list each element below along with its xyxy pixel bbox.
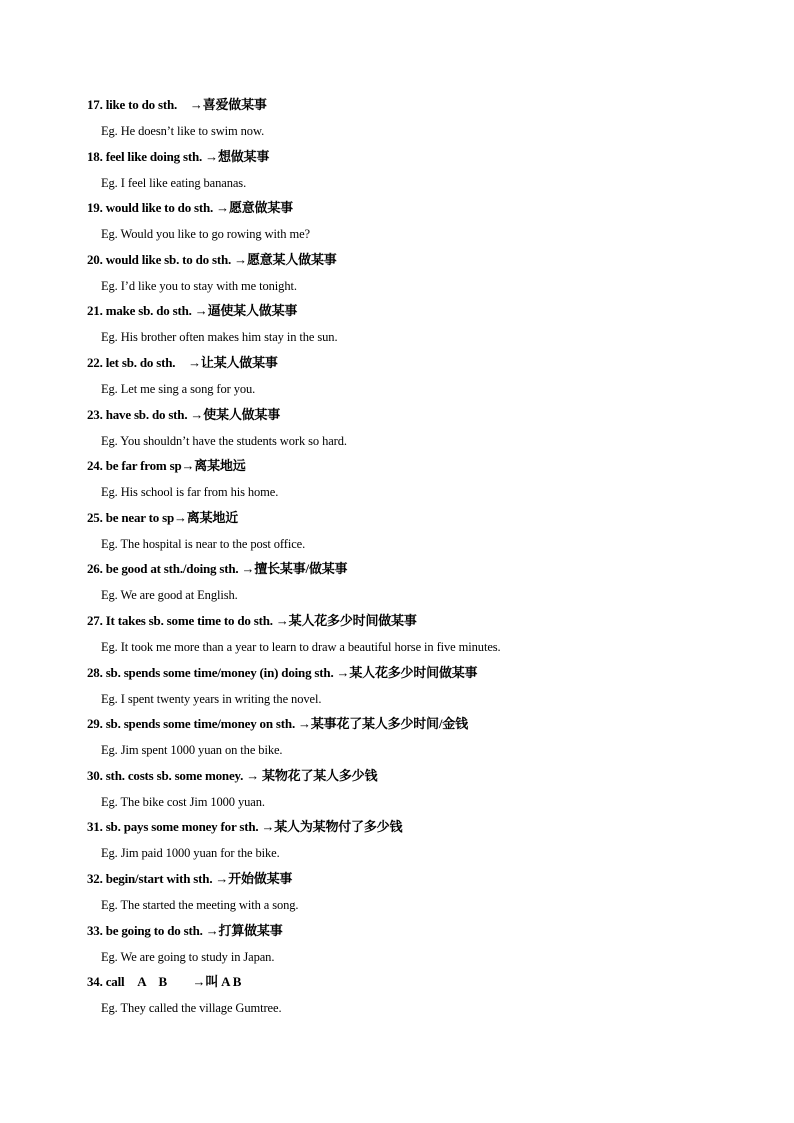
example-sentence: Eg. We are going to study in Japan. bbox=[101, 949, 275, 964]
list-item bbox=[87, 507, 767, 559]
list-item bbox=[87, 558, 767, 610]
list-item bbox=[87, 920, 767, 972]
phrase-heading: 18. feel like doing sth. →想做某事 bbox=[87, 148, 270, 164]
phrase-heading: 31. sb. pays some money for sth. →某人为某物付了多少钱 bbox=[87, 819, 403, 835]
phrase-heading: 19. would like to do sth. →愿意做某事 bbox=[87, 200, 293, 216]
example-sentence: Eg. You shouldn’t have the students work so hard. bbox=[101, 433, 347, 448]
example-sentence: Eg. His school is far from his home. bbox=[101, 485, 279, 500]
list-item bbox=[87, 352, 767, 404]
list-item bbox=[87, 197, 767, 249]
phrase-heading: 20. would like sb. to do sth. →愿意某人做某事 bbox=[87, 251, 337, 267]
list-item bbox=[87, 971, 767, 1023]
phrase-heading: 27. It takes sb. some time to do sth. →某人花多少时间做某事 bbox=[87, 612, 417, 628]
list-item bbox=[87, 765, 767, 817]
example-sentence: Eg. His brother often makes him stay in the sun. bbox=[101, 330, 338, 345]
phrase-heading: 28. sb. spends some time/money (in) doing sth. →某人花多少时间做某事 bbox=[87, 664, 478, 680]
phrase-heading: 30. sth. costs sb. some money. → 某物花了某人多少钱 bbox=[87, 767, 378, 783]
list-item bbox=[87, 146, 767, 198]
example-sentence: Eg. We are good at English. bbox=[101, 588, 238, 603]
example-sentence: Eg. I spent twenty years in writing the novel. bbox=[101, 691, 322, 706]
list-item bbox=[87, 94, 767, 146]
list-item bbox=[87, 713, 767, 765]
example-sentence: Eg. The bike cost Jim 1000 yuan. bbox=[101, 794, 265, 809]
phrase-list bbox=[87, 94, 767, 1023]
phrase-heading: 23. have sb. do sth. →使某人做某事 bbox=[87, 406, 281, 422]
phrase-heading: 32. begin/start with sth. →开始做某事 bbox=[87, 870, 293, 886]
phrase-heading: 29. sb. spends some time/money on sth. →某事花了某人多少时间/金钱 bbox=[87, 716, 468, 732]
example-sentence: Eg. Let me sing a song for you. bbox=[101, 381, 256, 396]
list-item bbox=[87, 610, 767, 662]
phrase-heading: 25. be near to sp→离某地近 bbox=[87, 509, 239, 525]
phrase-heading: 33. be going to do sth. →打算做某事 bbox=[87, 922, 283, 938]
phrase-heading: 17. like to do sth. →喜爱做某事 bbox=[87, 97, 267, 112]
phrase-heading: 24. be far from sp→离某地远 bbox=[87, 458, 246, 474]
example-sentence: Eg. The started the meeting with a song. bbox=[101, 897, 299, 912]
phrase-heading: 21. make sb. do sth. →逼使某人做某事 bbox=[87, 303, 298, 319]
phrase-heading: 22. let sb. do sth. →让某人做某事 bbox=[87, 354, 278, 370]
list-item bbox=[87, 404, 767, 456]
list-item bbox=[87, 249, 767, 301]
example-sentence: Eg. I feel like eating bananas. bbox=[101, 175, 247, 190]
list-item bbox=[87, 455, 767, 507]
phrase-heading: 26. be good at sth./doing sth. →擅长某事/做某事 bbox=[87, 561, 348, 577]
list-item bbox=[87, 816, 767, 868]
list-item bbox=[87, 868, 767, 920]
example-sentence: Eg. Jim spent 1000 yuan on the bike. bbox=[101, 743, 283, 758]
example-sentence: Eg. The hospital is near to the post office. bbox=[101, 536, 306, 551]
list-item bbox=[87, 662, 767, 714]
list-item bbox=[87, 300, 767, 352]
example-sentence: Eg. They called the village Gumtree. bbox=[101, 1001, 282, 1016]
example-sentence: Eg. Would you like to go rowing with me? bbox=[101, 227, 310, 242]
phrase-heading: 34. call A B →叫 A B bbox=[87, 974, 242, 990]
example-sentence: Eg. It took me more than a year to learn to draw a beautiful horse in five minutes. bbox=[101, 639, 501, 654]
example-sentence: Eg. Jim paid 1000 yuan for the bike. bbox=[101, 846, 280, 861]
example-sentence: Eg. I’d like you to stay with me tonight. bbox=[101, 278, 297, 293]
example-sentence: Eg. He doesn’t like to swim now. bbox=[101, 124, 265, 138]
